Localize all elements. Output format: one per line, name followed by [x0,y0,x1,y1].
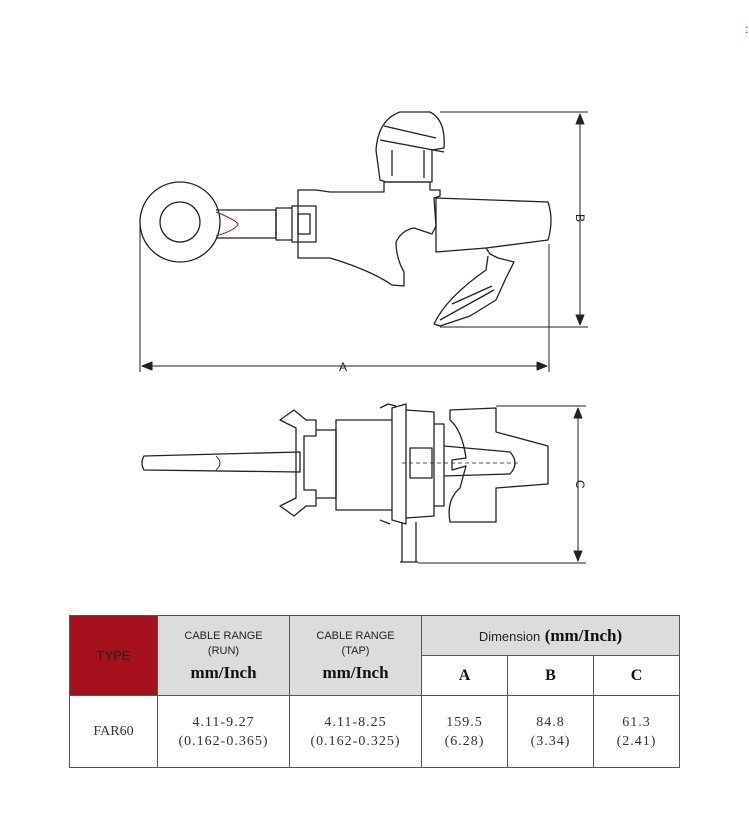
run-unit: mm/Inch [190,662,257,682]
tap-inch: (0.162-0.325) [310,733,401,749]
b-inch: (3.34) [530,733,571,749]
c-mm: 61.3 [622,714,651,730]
top-knob [376,112,444,182]
model-cell: FAR60 [70,696,158,768]
a-inch: (6.28) [444,733,485,749]
side-jaw [449,408,548,522]
tap-mm: 4.11-8.25 [324,714,387,730]
tap-cell [290,696,422,768]
table-row [70,696,680,768]
dimension-a-label: A [339,360,348,374]
dimension-unit: (mm/Inch) [544,625,623,645]
b-cell [508,696,594,768]
run-mm: 4.11-9.27 [192,714,255,730]
type-header: TYPE [70,616,158,696]
col-b-header: B [508,656,594,696]
run-cell [158,696,290,768]
c-cell [594,696,680,768]
dimension-b [440,112,588,327]
tap-unit: mm/Inch [322,662,389,682]
run-title-line1: CABLE RANGE [184,629,263,642]
b-mm: 84.8 [536,714,565,730]
dimension-b-label: B [573,214,587,223]
col-c-header: C [594,656,680,696]
tap-title-line1: CABLE RANGE [316,629,395,642]
wing-nut [280,410,316,516]
col-a-header: A [422,656,508,696]
cable-range-run-header [158,616,290,696]
jaw [436,198,551,252]
c-inch: (2.41) [616,733,657,749]
edge-mark: : [745,22,749,36]
run-inch: (0.162-0.365) [178,733,269,749]
a-mm: 159.5 [446,714,483,730]
dimension-c-label: C [573,480,587,489]
a-cell [422,696,508,768]
dimension-header [422,616,680,656]
eye-ring [140,182,220,262]
clamp-body [298,182,440,286]
spec-table [69,615,680,768]
shank [216,210,276,238]
bolt [400,522,418,562]
rod [142,452,300,472]
dimension-c [418,406,586,563]
nut [276,206,316,242]
run-title-line2: (RUN) [207,644,240,657]
tap-title-line2: (TAP) [341,644,370,657]
dimension-title: Dimension [478,628,541,644]
side-body [336,404,406,524]
cable-range-tap-header [290,616,422,696]
